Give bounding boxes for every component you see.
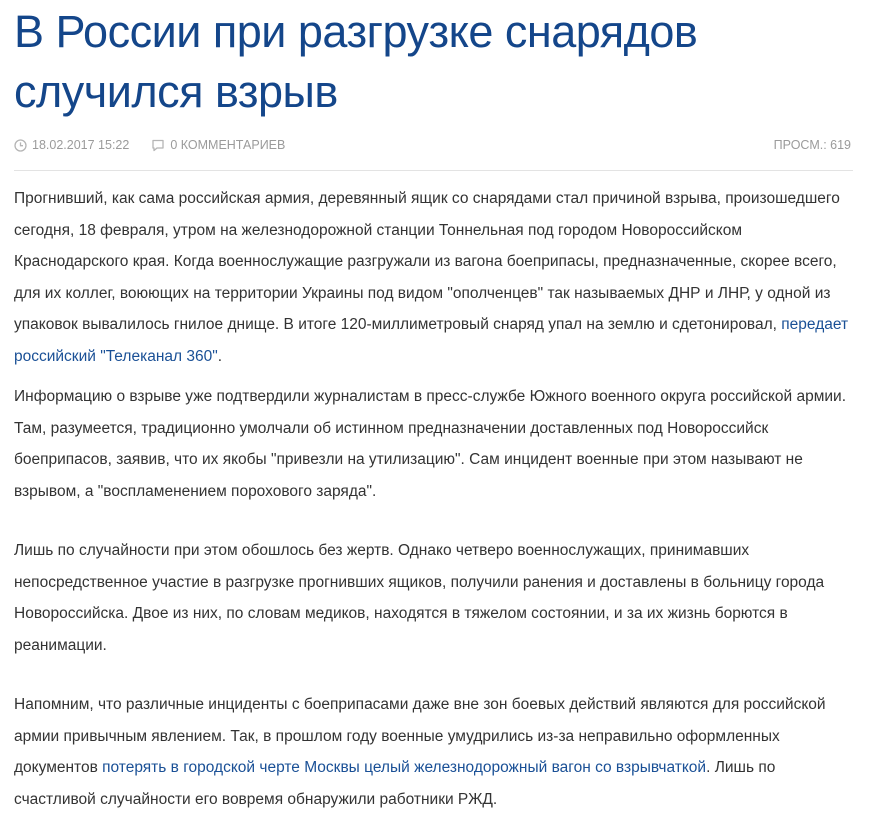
meta-comments[interactable] bbox=[151, 138, 285, 152]
views-count: ПРОСМ.: 619 bbox=[773, 138, 851, 152]
paragraph-4-end: . Лишь по счастливой случайности его вовремя обнаружили работники РЖД. bbox=[14, 759, 776, 808]
meta-left bbox=[14, 138, 307, 152]
link-lost-wagon[interactable]: потерять в городской черте Москвы целый железнодорожный вагон со взрывчаткой bbox=[102, 759, 707, 776]
clock-icon bbox=[14, 139, 27, 152]
paragraph-4 bbox=[14, 689, 853, 815]
article-meta bbox=[14, 138, 853, 171]
date-text: 18.02.2017 15:22 bbox=[32, 138, 130, 152]
comment-icon bbox=[151, 139, 165, 152]
article-body bbox=[14, 183, 853, 815]
paragraph-4-text: Напомним, что различные инциденты с боеприпасами даже вне зон боевых действий являются для российской армии привычным явлением. Так, в прошлом году военные умудрились из-за неправильно оформленных документов bbox=[14, 696, 826, 776]
article-title: В России при разгрузке снарядов случился взрыв bbox=[14, 6, 698, 117]
paragraph-1-text: Прогнивший, как сама российская армия, деревянный ящик со снарядами стал причиной взрыва, произошедшего сегодня, 18 февраля, утром на железнодорожной станции Тоннельная под городом Новороссийском Краснодарского края. Когда военнослужащие разгружали из вагона боеприпасы, предназначенные, скорее всего, для их коллег, воюющих на территории Украины под видом "ополченцев" так называемых ДНР и ЛНР, у одной из упаковок вывалилось гнилое днище. В итоге 120-миллиметровый снаряд упал на землю и сдетонировал, bbox=[14, 190, 840, 333]
meta-date bbox=[14, 138, 129, 152]
paragraph-3: Лишь по случайности при этом обошлось без жертв. Однако четверо военнослужащих, принимавших непосредственное участие в разгрузке прогнивших ящиков, получили ранения и доставлены в больницу города Новороссийска. Двое из них, по словам медиков, находятся в тяжелом состоянии, и за их жизнь борются в реанимации. bbox=[14, 542, 825, 654]
paragraph-1 bbox=[14, 183, 853, 372]
paragraph-1-end: . bbox=[217, 347, 223, 365]
comments-count: 0 КОММЕНТАРИЕВ bbox=[170, 138, 286, 152]
paragraph-2: Информацию о взрыве уже подтвердили журналистам в пресс-службе Южного военного округа российской армии. Там, разумеется, традиционно умолчали об истинном предназначении доставленных под Новороссийск боеприпасов, заявив, что их якобы "привезли на утилизацию". Сам инцидент военные при этом называют не взрывом, а "воспламенением порохового заряда". bbox=[14, 388, 847, 500]
link-telekanal-360[interactable]: передает российский "Телеканал 360" bbox=[14, 316, 849, 365]
